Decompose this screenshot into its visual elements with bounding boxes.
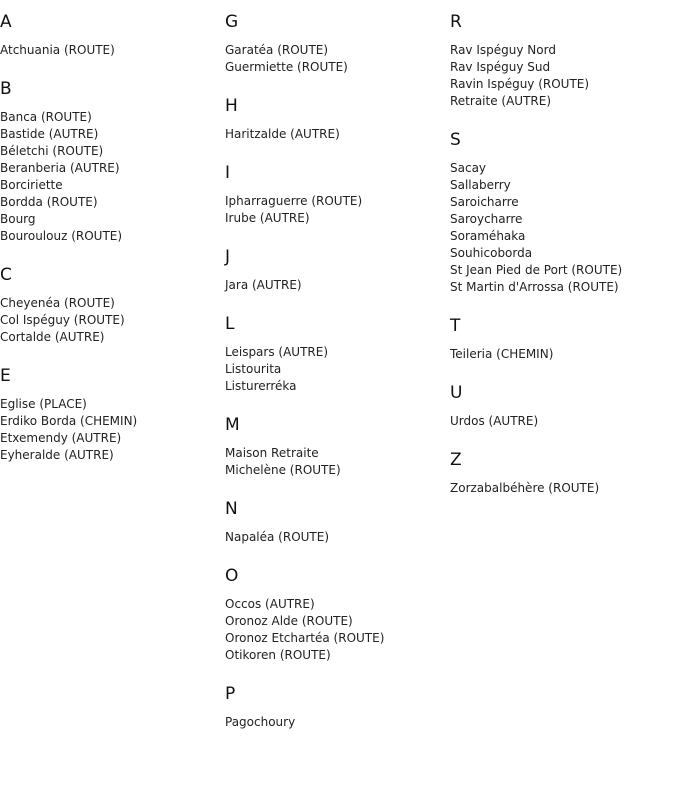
street-item: Beranberia (AUTRE): [0, 161, 120, 175]
street-list: [450, 470, 675, 497]
street-index-column-1: [0, 0, 225, 464]
street-item: Saroicharre: [450, 195, 519, 209]
letter-heading: T: [450, 316, 461, 336]
street-item: Erdiko Borda (CHEMIN): [0, 414, 138, 428]
street-list: [225, 334, 450, 395]
letter-heading: B: [0, 79, 12, 99]
street-item: Borciriette: [0, 178, 63, 192]
letter-group-m: [225, 395, 450, 479]
street-item: Banca (ROUTE): [0, 110, 92, 124]
street-item: Zorzabalbéhère (ROUTE): [450, 481, 600, 495]
letter-heading: R: [450, 12, 462, 32]
street-list: [225, 704, 450, 731]
street-list: [225, 267, 450, 294]
letter-heading: P: [225, 684, 236, 704]
street-item: Teileria (CHEMIN): [450, 347, 554, 361]
street-item: Soraméhaka: [450, 229, 526, 243]
street-item: Sallaberry: [450, 178, 511, 192]
street-item: Bouroulouz (ROUTE): [0, 229, 123, 243]
letter-heading: L: [225, 314, 235, 334]
street-item: Oronoz Alde (ROUTE): [225, 614, 353, 628]
letter-heading: A: [0, 12, 12, 32]
letter-heading: M: [225, 415, 240, 435]
street-list: [0, 386, 225, 464]
street-item: Napaléa (ROUTE): [225, 530, 330, 544]
letter-heading: Z: [450, 450, 462, 470]
street-index-column-2: [225, 0, 450, 731]
street-item: Maison Retraite: [225, 446, 319, 460]
letter-group-g: [225, 0, 450, 76]
letter-group-j: [225, 227, 450, 294]
letter-group-h: [225, 76, 450, 143]
street-list: [225, 435, 450, 479]
letter-group-o: [225, 546, 450, 664]
street-item: Bourg: [0, 212, 36, 226]
street-item: Cheyenéa (ROUTE): [0, 296, 115, 310]
street-item: Pagochoury: [225, 715, 296, 729]
street-list: [0, 99, 225, 245]
street-item: Atchuania (ROUTE): [0, 43, 115, 57]
street-item: Jara (AUTRE): [225, 278, 302, 292]
street-list: [225, 519, 450, 546]
street-item: Col Ispéguy (ROUTE): [0, 313, 125, 327]
street-item: Haritzalde (AUTRE): [225, 127, 340, 141]
street-item: Otikoren (ROUTE): [225, 648, 331, 662]
street-index-column-3: [450, 0, 675, 497]
letter-group-n: [225, 479, 450, 546]
street-item: Occos (AUTRE): [225, 597, 315, 611]
letter-heading: H: [225, 96, 238, 116]
street-item: Etxemendy (AUTRE): [0, 431, 122, 445]
street-item: Saroycharre: [450, 212, 523, 226]
street-item: Irube (AUTRE): [225, 211, 310, 225]
letter-group-p: [225, 664, 450, 731]
street-item: Leispars (AUTRE): [225, 345, 329, 359]
letter-heading: J: [225, 247, 231, 267]
letter-heading: C: [0, 265, 12, 285]
street-item: Rav Ispéguy Nord: [450, 43, 556, 57]
letter-heading: S: [450, 130, 461, 150]
letter-heading: G: [225, 12, 239, 32]
street-item: Bastide (AUTRE): [0, 127, 99, 141]
letter-heading: N: [225, 499, 238, 519]
street-item: St Jean Pied de Port (ROUTE): [450, 263, 623, 277]
street-list: [0, 285, 225, 346]
street-item: Rav Ispéguy Sud: [450, 60, 551, 74]
street-list: [450, 32, 675, 110]
letter-group-a: [0, 0, 225, 59]
street-item: Guermiette (ROUTE): [225, 60, 348, 74]
street-list: [225, 116, 450, 143]
street-item: Listourita: [225, 362, 282, 376]
letter-group-c: [0, 245, 225, 346]
letter-group-b: [0, 59, 225, 245]
street-list: [225, 32, 450, 76]
street-item: Listurerréka: [225, 379, 297, 393]
street-list: [225, 183, 450, 227]
street-list: [450, 403, 675, 430]
street-list: [0, 32, 225, 59]
street-item: Béletchi (ROUTE): [0, 144, 104, 158]
letter-group-z: [450, 430, 675, 497]
letter-heading: U: [450, 383, 463, 403]
letter-heading: O: [225, 566, 239, 586]
letter-heading: E: [0, 366, 11, 386]
street-item: Ravin Ispéguy (ROUTE): [450, 77, 590, 91]
letter-group-r: [450, 0, 675, 110]
street-item: Eglise (PLACE): [0, 397, 87, 411]
street-item: Cortalde (AUTRE): [0, 330, 105, 344]
street-item: Oronoz Etchartéa (ROUTE): [225, 631, 385, 645]
letter-group-e: [0, 346, 225, 464]
street-item: Sacay: [450, 161, 487, 175]
street-item: Garatéa (ROUTE): [225, 43, 329, 57]
street-item: Michelène (ROUTE): [225, 463, 341, 477]
letter-group-t: [450, 296, 675, 363]
street-list: [450, 336, 675, 363]
letter-heading: I: [225, 163, 231, 183]
street-item: St Martin d'Arrossa (ROUTE): [450, 280, 619, 294]
street-item: Urdos (AUTRE): [450, 414, 539, 428]
letter-group-i: [225, 143, 450, 227]
street-item: Retraite (AUTRE): [450, 94, 552, 108]
letter-group-s: [450, 110, 675, 296]
letter-group-u: [450, 363, 675, 430]
street-item: Bordda (ROUTE): [0, 195, 98, 209]
street-item: Eyheralde (AUTRE): [0, 448, 114, 462]
street-list: [225, 586, 450, 664]
letter-group-l: [225, 294, 450, 395]
street-list: [450, 150, 675, 296]
street-item: Souhicoborda: [450, 246, 533, 260]
street-item: Ipharraguerre (ROUTE): [225, 194, 363, 208]
